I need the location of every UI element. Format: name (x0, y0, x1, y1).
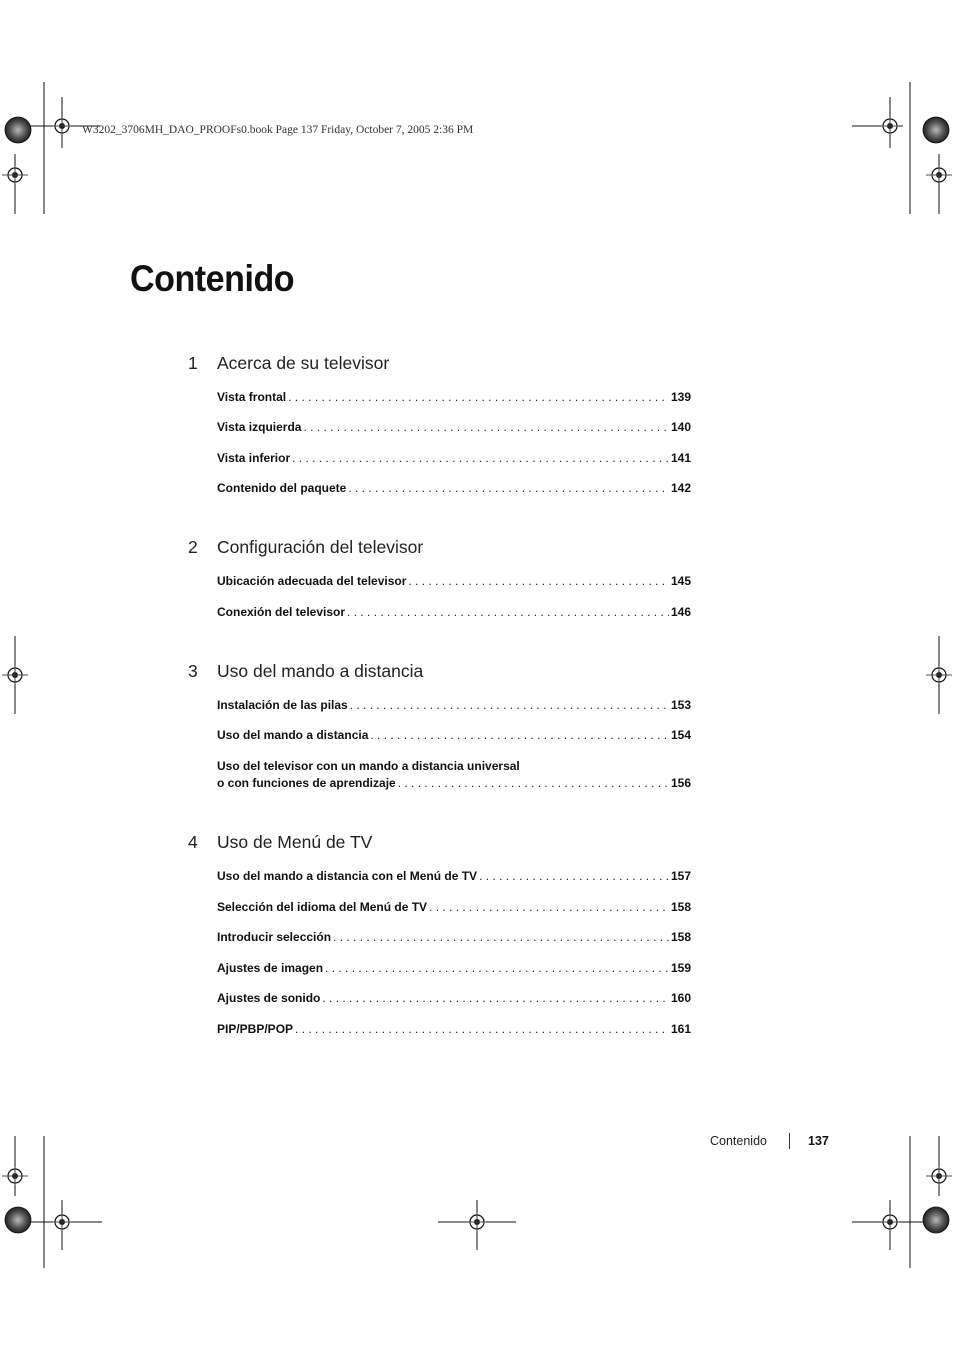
toc-entry[interactable] (217, 419, 691, 435)
toc-entry-page: 158 (670, 930, 691, 944)
toc-entry-page: 161 (670, 1022, 691, 1036)
toc-entry-text: Vista izquierda (217, 420, 302, 434)
dot-leader (295, 1021, 669, 1037)
toc-entry-text: Ajustes de sonido (217, 991, 321, 1005)
chapter-title: Uso de Menú de TV (217, 832, 373, 852)
toc-entry-page: 159 (670, 961, 691, 975)
toc-entry-page: 139 (670, 390, 691, 404)
dot-leader (288, 389, 669, 405)
toc-entry-text: PIP/PBP/POP (217, 1022, 294, 1036)
toc-entry[interactable] (217, 389, 691, 405)
toc-entry-text: Uso del mando a distancia con el Menú de TV (217, 869, 478, 883)
toc-entry-text: Contenido del paquete (217, 481, 347, 495)
toc-entry-text: Selección del idioma del Menú de TV (217, 900, 428, 914)
dot-leader (398, 775, 669, 791)
toc-entry-page: 158 (670, 900, 691, 914)
dot-leader (429, 899, 669, 915)
chapter-heading-2 (188, 537, 423, 558)
chapter-title: Configuración del televisor (217, 537, 424, 557)
toc-entry-text-line1[interactable]: Uso del televisor con un mando a distancia universal (217, 759, 520, 773)
chapter-title: Uso del mando a distancia (217, 661, 424, 681)
chapter-heading-1 (188, 353, 389, 374)
toc-entry-text: Conexión del televisor (217, 605, 346, 619)
toc-entry[interactable] (217, 1021, 691, 1037)
toc-entry-page: 156 (670, 776, 691, 790)
toc-entry[interactable] (217, 480, 691, 496)
dot-leader (408, 573, 669, 589)
toc-entry-page: 146 (670, 605, 691, 619)
toc-entry-text: Ajustes de imagen (217, 961, 324, 975)
footer-section-label: Contenido (710, 1134, 767, 1148)
dot-leader (348, 480, 669, 496)
toc-entry-page: 157 (670, 869, 691, 883)
toc-entry[interactable] (217, 960, 691, 976)
chapter-number: 2 (188, 537, 198, 557)
dot-leader (325, 960, 669, 976)
toc-entry-page: 154 (670, 728, 691, 742)
dot-leader (333, 929, 669, 945)
toc-entry-text: Introducir selección (217, 930, 332, 944)
print-slug: W3202_3706MH_DAO_PROOFs0.book Page 137 Friday, October 7, 2005 2:36 PM (82, 124, 474, 136)
toc-entry-text: Ubicación adecuada del televisor (217, 574, 407, 588)
dot-leader (322, 990, 669, 1006)
chapter-number: 1 (188, 353, 198, 373)
dot-leader (370, 727, 669, 743)
toc-entry[interactable] (217, 573, 691, 589)
toc-entry-page: 140 (670, 420, 691, 434)
toc-entry-page: 141 (670, 451, 691, 465)
chapter-heading-3 (188, 661, 423, 682)
toc-entry-text: Vista frontal (217, 390, 287, 404)
chapter-number: 3 (188, 661, 198, 681)
toc-entry-text: Instalación de las pilas (217, 698, 348, 712)
dot-leader (347, 604, 669, 620)
toc-entry-page: 145 (670, 574, 691, 588)
toc-entry[interactable] (217, 775, 691, 791)
dot-leader (292, 450, 669, 466)
toc-entry[interactable] (217, 727, 691, 743)
dot-leader (303, 419, 668, 435)
toc-entry-text: o con funciones de aprendizaje (217, 776, 396, 790)
chapter-heading-4 (188, 832, 372, 853)
toc-entry-page: 160 (670, 991, 691, 1005)
chapter-title: Acerca de su televisor (217, 353, 390, 373)
toc-entry[interactable] (217, 604, 691, 620)
toc-entry[interactable] (217, 929, 691, 945)
footer-divider (789, 1133, 790, 1149)
toc-entry-page: 153 (670, 698, 691, 712)
footer-page-number: 137 (808, 1134, 829, 1148)
toc-entry-text: Uso del mando a distancia (217, 728, 369, 742)
toc-entry-page: 142 (670, 481, 691, 495)
toc-entry[interactable] (217, 450, 691, 466)
toc-entry[interactable] (217, 868, 691, 884)
dot-leader (479, 868, 669, 884)
chapter-number: 4 (188, 832, 198, 852)
toc-entry[interactable] (217, 899, 691, 915)
page-title: Contenido (130, 258, 295, 299)
toc-entry-text: Vista inferior (217, 451, 291, 465)
toc-entry[interactable] (217, 990, 691, 1006)
dot-leader (350, 697, 669, 713)
toc-entry[interactable] (217, 697, 691, 713)
